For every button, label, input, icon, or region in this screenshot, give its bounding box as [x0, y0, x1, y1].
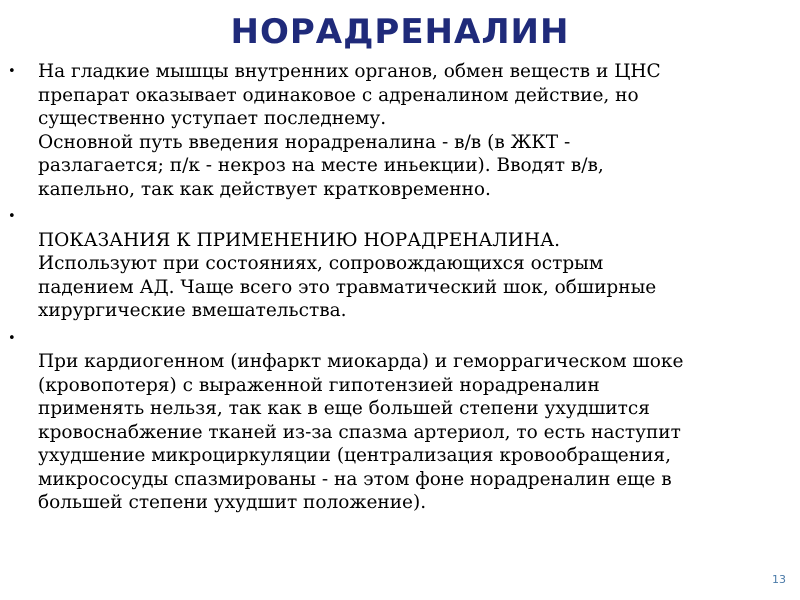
bullet-2-line-2: Используют при состояниях, сопровождающихся острым: [38, 253, 604, 274]
bullet-3-spacer: [38, 327, 780, 351]
bullet-3-line-6: микрососуды спазмированы - на этом фоне норадреналин еще в: [38, 468, 672, 490]
bullet-1-line-2: препарат оказывает одинаковое с адреналином действие, но: [38, 84, 639, 106]
bullet-2-line-4: хирургические вмешательства.: [38, 300, 347, 321]
bullet-2-line-3: падением АД. Чаще всего это травматический шок, обширные: [38, 276, 657, 298]
bullet-marker-icon: •: [8, 64, 16, 79]
bullet-list: [0, 60, 800, 515]
bullet-1-line-4: Основной путь введения норадреналина - в/в (в ЖКТ -: [38, 131, 571, 153]
page-number: 13: [772, 573, 786, 586]
bullet-marker-icon: •: [8, 209, 16, 224]
bullet-3-line-5: ухудшение микроциркуляции (централизация кровообращения,: [38, 445, 671, 466]
bullet-3-line-2: (кровопотеря) с выраженной гипотензией норадреналин: [38, 374, 600, 396]
bullet-3-line-7: большей степени ухудшит положение).: [38, 492, 427, 513]
bullet-marker-icon: •: [8, 330, 16, 346]
bullet-item-3: [0, 327, 800, 515]
bullet-1-line-1: На гладкие мышцы внутренних органов, обмен веществ и ЦНС: [38, 61, 661, 82]
bullet-1-line-6: капельно, так как действует кратковременно.: [38, 178, 491, 200]
slide-title: НОРАДРЕНАЛИН: [230, 12, 570, 52]
bullet-3-line-1: При кардиогенном (инфаркт миокарда) и геморрагическом шоке: [38, 351, 684, 372]
bullet-1-line-5: разлагается; п/к - некроз на месте иньекции). Вводят в/в,: [38, 155, 604, 176]
bullet-2-spacer: [38, 205, 780, 229]
bullet-3-line-3: применять нельзя, так как в еще большей степени ухудшится: [38, 398, 650, 419]
bullet-item-1: [0, 60, 800, 201]
bullet-item-2: [0, 205, 800, 323]
bullet-1-line-3: существенно уступает последнему.: [38, 108, 387, 129]
bullet-2-line-1: ПОКАЗАНИЯ К ПРИМЕНЕНИЮ НОРАДРЕНАЛИНА.: [38, 229, 560, 251]
bullet-3-line-4: кровоснабжение тканей из-за спазма артериол, то есть наступит: [38, 421, 681, 443]
